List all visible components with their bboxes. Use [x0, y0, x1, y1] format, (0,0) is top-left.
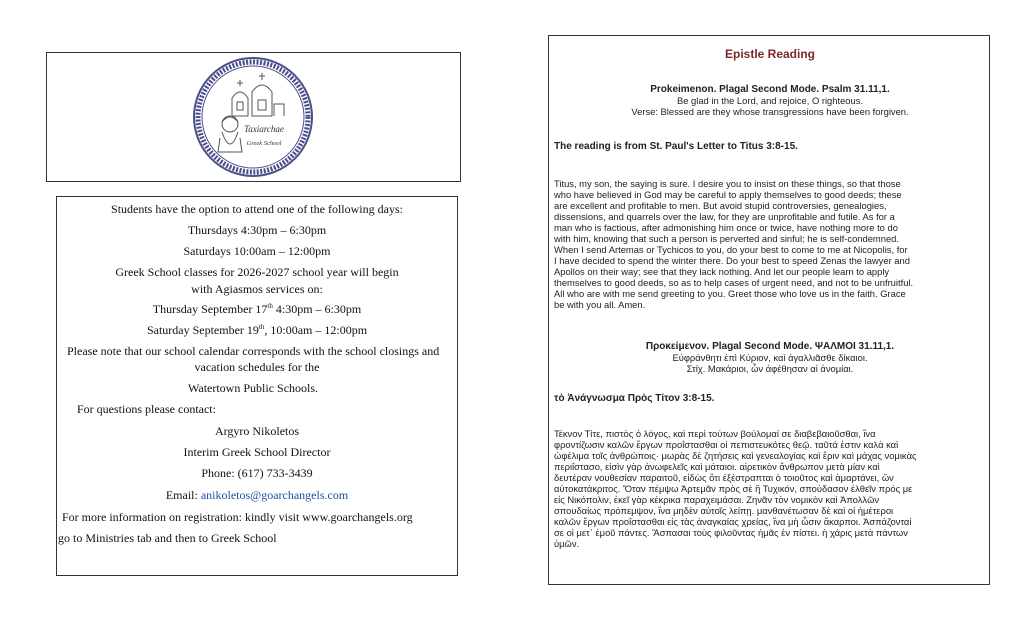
reading-text-line: Apollos on their way; see that they lack nothing. And let our people learn to apply	[554, 266, 890, 277]
prokeimenon-verse: Verse: Blessed are they whose transgressions have been forgiven.	[631, 106, 909, 117]
contact-phone: Phone: (617) 733-3439	[201, 466, 313, 480]
greek-school-info-panel	[56, 196, 458, 576]
reading-text-line: be with you all. Amen.	[554, 299, 646, 310]
saturday-agiasmos	[57, 323, 457, 337]
taxiarchae-greek-school-logo	[192, 56, 314, 178]
greek-reading-heading: τὸ Ἀνάγνωσμα Πρὸς Τίτον 3:8-15.	[554, 393, 715, 404]
reading-text-line: are excellent and profitable to men. But avoid stupid controversies, genealogies,	[554, 200, 887, 211]
questions-text: For questions please contact:	[77, 402, 216, 416]
reading-text-line: man who is factious, after admonishing him once or twice, have nothing more to do	[554, 222, 898, 233]
thursday-agiasmos	[57, 302, 457, 316]
ministries-text: go to Ministries tab and then to Greek School	[58, 531, 277, 545]
prokeimenon-heading: Prokeimenon. Plagal Second Mode. Psalm 31.11,1.	[650, 84, 890, 95]
greek-reading-text-line: ὑμῶν.	[554, 538, 580, 549]
greek-reading-text-line: εἰς Νικόπολιν, ἐκεῖ γὰρ κέκρικα παραχειμάσαι. Ζηνᾶν τὸν νομικὸν καὶ Ἀπολλῶν	[554, 494, 880, 505]
ordinal-suffix: th	[258, 323, 265, 331]
calendar-note-line1: Please note that our school calendar corresponds with the school closings and	[67, 344, 440, 358]
greek-prokeimenon-verse: Στίχ. Μακάριοι, ὧν ἀφέθησαν αἱ ἀνομίαι.	[686, 363, 854, 374]
calendar-note-line2: vacation schedules for the	[194, 360, 320, 374]
saturday-agiasmos-time: , 10:00am – 12:00pm	[264, 323, 368, 337]
thursday-agiasmos-time: 4:30pm – 6:30pm	[272, 302, 362, 316]
thursday-schedule: Thursdays 4:30pm – 6:30pm	[187, 223, 327, 237]
more-info-text: For more information on registration: kindly visit www.goarchangels.org	[62, 510, 413, 524]
reading-text-line: All who are with me send greeting to you. Greet those who love us in the faith. Grace	[554, 288, 906, 299]
contact-email-row	[57, 488, 457, 502]
greek-reading-text-line: σε οἱ μετ᾽ ἐμοῦ πάντες. Ἄσπασαι τοὺς φιλοῦντας ἡμᾶς ἐν πίστει. ἡ χάρις μετὰ πάντων	[554, 527, 908, 538]
intro-text: Students have the option to attend one of the following days:	[111, 202, 403, 216]
reading-text-line: who have believed in God may be careful to apply themselves to good deeds; these	[554, 189, 902, 200]
reading-text-line: themselves to good deeds, so as to help cases of urgent need, and not to be unfruitful.	[554, 277, 914, 288]
thursday-agiasmos-date: Thursday September 17	[152, 302, 268, 316]
greek-reading-text-line: περιΐστασο, εἰσὶν γὰρ ἀνωφελεῖς καὶ μάταιοι. αἱρετικὸν ἄνθρωπον μετὰ μίαν καὶ	[554, 461, 880, 472]
greek-reading-text-line: καλῶν ἔργων προΐστασθαι εἰς τὰς ἀναγκαίας χρείας, ἵνα μὴ ὦσιν ἄκαρποι. Ἀσπάζονταί	[554, 516, 912, 527]
reading-text	[554, 178, 986, 310]
greek-reading-text	[554, 428, 986, 549]
epistle-title: Epistle Reading	[724, 47, 816, 61]
reading-text-line: Titus, my son, the saying is sure. I desire you to insist on these things, so that those	[554, 178, 901, 189]
epistle-reading-panel	[548, 35, 990, 585]
calendar-note-line3: Watertown Public Schools.	[188, 381, 319, 395]
contact-name: Argyro Nikoletos	[214, 424, 300, 438]
reading-heading: The reading is from St. Paul's Letter to Titus 3:8-15.	[554, 141, 798, 152]
reading-text-line: I have decided to spend the winter there. Do your best to speed Zenas the lawyer and	[554, 255, 910, 266]
greek-reading-text-line: φροντίζωσιν καλῶν ἔργων προΐστασθαι οἱ πεπιστευκότες θεῷ. ταῦτά ἐστιν καλὰ καὶ	[554, 439, 899, 450]
reading-text-line: with him, knowing that such a person is perverted and sinful; he is self-condemned.	[554, 233, 899, 244]
greek-prokeimenon-heading: Προκείμενον. Plagal Second Mode. ΨΑΛΜΟΙ 31.11,1.	[645, 341, 895, 352]
contact-title: Interim Greek School Director	[183, 445, 331, 459]
saturday-agiasmos-date: Saturday September 19	[146, 323, 259, 337]
email-label: Email:	[165, 488, 201, 502]
greek-reading-text-line: Τέκνον Τίτε, πιστὸς ὁ λόγος, καὶ περὶ τούτων βούλομαί σε διαβεβαιοῦσθαι, ἵνα	[554, 428, 876, 439]
prokeimenon-line1: Be glad in the Lord, and rejoice, O righteous.	[676, 95, 864, 106]
email-link[interactable]: anikoletos@goarchangels.com	[200, 488, 349, 502]
reading-text-line: dissensions, and quarrels over the law, for they are unprofitable and futile. As for a	[554, 211, 895, 222]
classes-start-line2: with Agiasmos services on:	[191, 282, 323, 296]
greek-prokeimenon-line1: Εὐφράνθητι ἐπὶ Κύριον, καὶ ἀγαλλιᾶσθε δίκαιοι.	[672, 352, 868, 363]
greek-reading-text-line: ὠφέλιμα τοῖς ἀνθρώποις· μωρὰς δὲ ζητήσεις καὶ γενεαλογίας καὶ ἔριν καὶ μάχας νομικὰς	[554, 450, 917, 461]
logo-bottom-text: Greek School	[246, 140, 282, 147]
classes-start-line1: Greek School classes for 2026-2027 school year will begin	[115, 265, 399, 279]
greek-reading-text-line: δευτέραν νουθεσίαν παραιτοῦ, εἰδὼς ὅτι ἐξέστραπται ὁ τοιοῦτος καὶ ἁμαρτάνει, ὢν	[554, 472, 894, 483]
logo-box	[46, 52, 461, 182]
logo-top-text: Taxiarchae	[244, 124, 284, 134]
greek-reading-text-line: αὐτοκατάκριτος. Ὅταν πέμψω Ἀρτεμᾶν πρὸς σὲ ἢ Τυχικόν, σπούδασον ἐλθεῖν πρός με	[554, 483, 913, 494]
greek-reading-text-line: σπουδαίως πρόπεμψον, ἵνα μηδὲν αὐτοῖς λείπῃ. μανθανέτωσαν δὲ καὶ οἱ ἡμέτεροι	[554, 505, 894, 516]
reading-text-line: When I send Artemas or Tychicos to you, do your best to come to me at Nicopolis, for	[554, 244, 908, 255]
ordinal-suffix: th	[267, 302, 273, 310]
saturday-schedule: Saturdays 10:00am – 12:00pm	[183, 244, 331, 258]
